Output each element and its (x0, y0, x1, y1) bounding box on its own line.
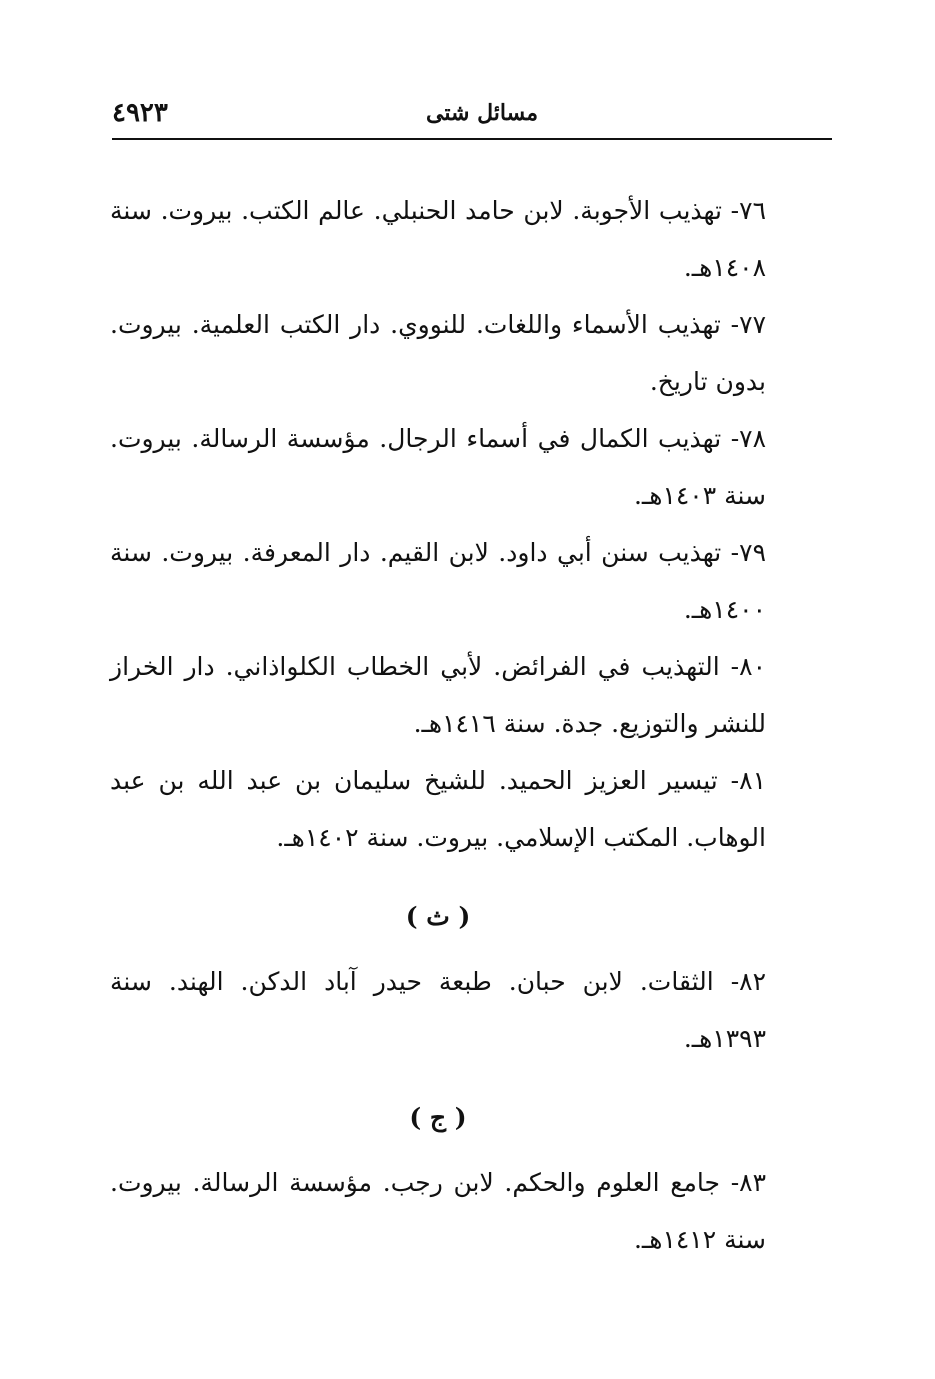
page-header (112, 92, 832, 132)
bibliography-entry-77: ٧٧- تهذيب الأسماء واللغات. للنووي. دار الكتب العلمية. بيروت. بدون تاريخ. (110, 310, 766, 396)
section-heading-jim: ( ج ) (409, 1103, 467, 1132)
header-rule (112, 138, 832, 140)
section-heading-tha: ( ث ) (405, 902, 471, 931)
bibliography-entry-78: ٧٨- تهذيب الكمال في أسماء الرجال. مؤسسة الرسالة. بيروت. سنة ١٤٠٣هـ. (110, 424, 766, 510)
bibliography-entry-83: ٨٣- جامع العلوم والحكم. لابن رجب. مؤسسة الرسالة. بيروت. سنة ١٤١٢هـ. (110, 1168, 766, 1254)
bibliography-entry-76: ٧٦- تهذيب الأجوبة. لابن حامد الحنبلي. عالم الكتب. بيروت. سنة ١٤٠٨هـ. (110, 196, 766, 282)
bibliography-entry-81: ٨١- تيسير العزيز الحميد. للشيخ سليمان بن عبد الله بن عبد الوهاب. المكتب الإسلامي. بيروت. سنة ١٤٠٢هـ. (110, 766, 766, 852)
bibliography-entry-82: ٨٢- الثقات. لابن حبان. طبعة حيدر آباد الدكن. الهند. سنة ١٣٩٣هـ. (110, 967, 766, 1053)
page-number: ٤٩٢٣ (112, 98, 168, 128)
bibliography-entry-79: ٧٩- تهذيب سنن أبي داود. لابن القيم. دار المعرفة. بيروت. سنة ١٤٠٠هـ. (110, 538, 766, 624)
running-title: مسائل شتى (426, 100, 538, 126)
bibliography-list (110, 182, 766, 1268)
bibliography-entry-80: ٨٠- التهذيب في الفرائض. لأبي الخطاب الكلواذاني. دار الخراز للنشر والتوزيع. جدة. سنة ١٤١٦هـ. (110, 652, 766, 738)
